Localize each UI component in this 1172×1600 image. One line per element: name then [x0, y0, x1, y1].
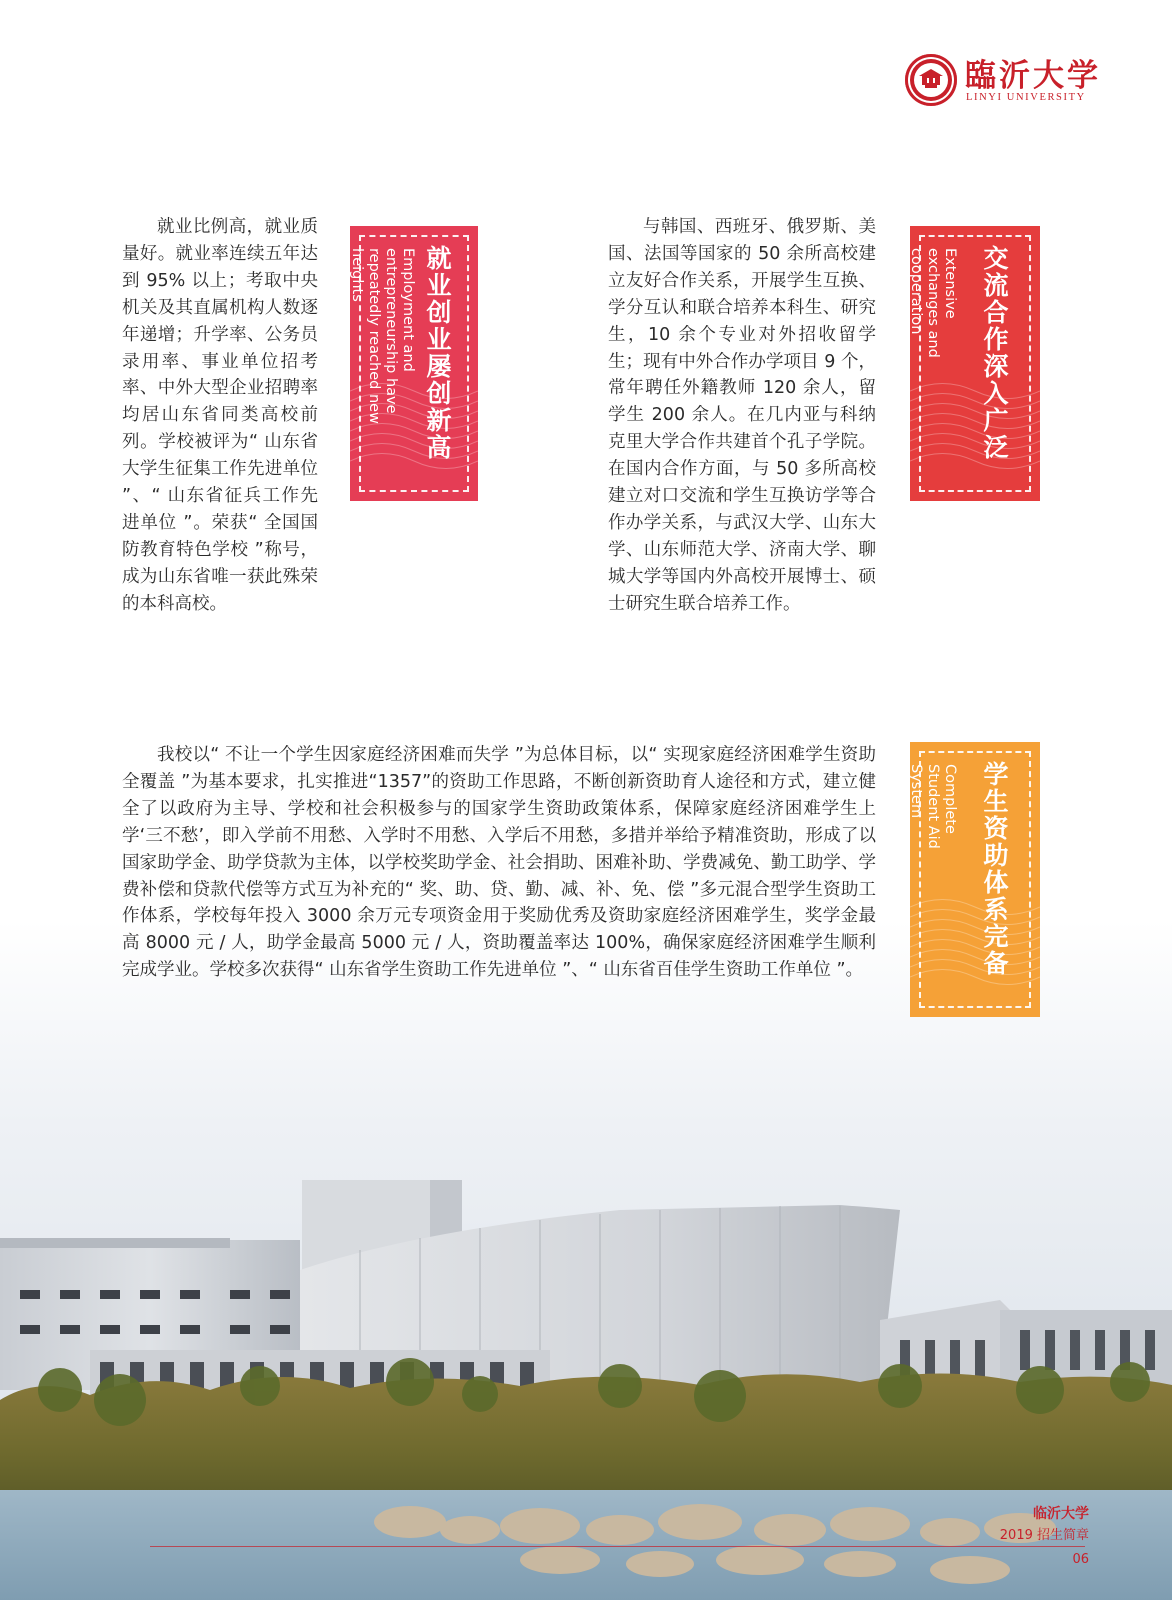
aid-title: 学生资助体系完备 [980, 761, 1009, 977]
aid-tag [910, 742, 1040, 1017]
footer-school: 临沂大学 [1033, 1506, 1089, 1522]
page-number: 06 [1072, 1552, 1089, 1567]
aid-body: 我校以“ 不让一个学生因家庭经济困难而失学 ”为总体目标，以“ 实现家庭经济困难学生资助全覆盖 ”为基本要求，扎实推进“1357”的资助工作思路，不断创新资助育人途径和方式，建立健全了以政府为主导、学校和社会积极参与的国家学生资助政策体系，保障家庭经济困难学生上学‘三不愁’，即入学前不用愁、入学时不用愁、入学后不用愁，多措并举给予精准资助，形成了以国家助学金、助学贷款为主体，以学校奖助学金、社会捐助、困难补助、学费减免、勤工助学、学费补偿和贷款代偿等方式互为补充的“ 奖、助、贷、勤、减、补、免、偿 ”多元混合型学生资助工作体系，学校每年投入 3000 余万元专项资金用于奖励优秀及资助家庭经济困难学生，奖学金最高 8000 元 / 人，助学金最高 5000 元 / 人，资助覆盖率达 100%，确保家庭经济困难学生顺利完成学业。学校多次获得“ 山东省学生资助工作先进单位 ”、“ 山东省百佳学生资助工作单位 ”。 [122, 745, 876, 981]
employment-title-en: Employment and entrepreneurship have repeatedly reached new heights [349, 248, 416, 424]
left-building-top [0, 1238, 230, 1248]
aid-title-en: Complete Student Aid System [908, 764, 958, 849]
campus-photo [0, 1150, 1172, 1600]
university-logo [905, 50, 1101, 112]
footer-brochure: 2019 招生简章 [999, 1528, 1089, 1543]
exchange-tag [910, 226, 1040, 501]
university-seal-icon [905, 54, 957, 106]
logo-english-name: LINYI UNIVERSITY [966, 92, 1086, 103]
exchange-title: 交流合作深入广泛 [980, 245, 1009, 461]
lake [0, 1490, 1172, 1600]
exchange-title-en: Extensive exchanges and cooperation [908, 248, 958, 358]
footer-rule [150, 1546, 1085, 1547]
employment-title: 就业创业屡创新高 [423, 245, 452, 461]
logo-chinese-name: 臨沂大学 [965, 58, 1101, 94]
exchange-body: 与韩国、西班牙、俄罗斯、美国、法国等国家的 50 余所高校建立友好合作关系，开展学生互换、学分互认和联合培养本科生、研究生，10 余个专业对外招收留学生；现有中外合作办学项目 9 个，常年聘任外籍教师 120 余人，留学生 200 余人。在几内亚与科纳克里大学合作共建首个孔子学院。在国内合作方面，与 50 多所高校建立对口交流和学生互换访学等合作办学关系，与武汉大学、山东大学、山东师范大学、济南大学、聊城大学等国内外高校开展博士、硕士研究生联合培养工作。 [608, 217, 876, 614]
employment-body: 就业比例高，就业质量好。就业率连续五年达到 95% 以上；考取中央机关及其直属机构人数逐年递增；升学率、公务员录用率、事业单位招考率、中外大型企业招聘率均居山东省同类高校前列。学校被评为“ 山东省大学生征集工作先进单位 ”、“ 山东省征兵工作先进单位 ”。荣获“ 全国国防教育特色学校 ”称号，成为山东省唯一获此殊荣的本科高校。 [122, 217, 318, 614]
employment-tag [350, 226, 478, 501]
